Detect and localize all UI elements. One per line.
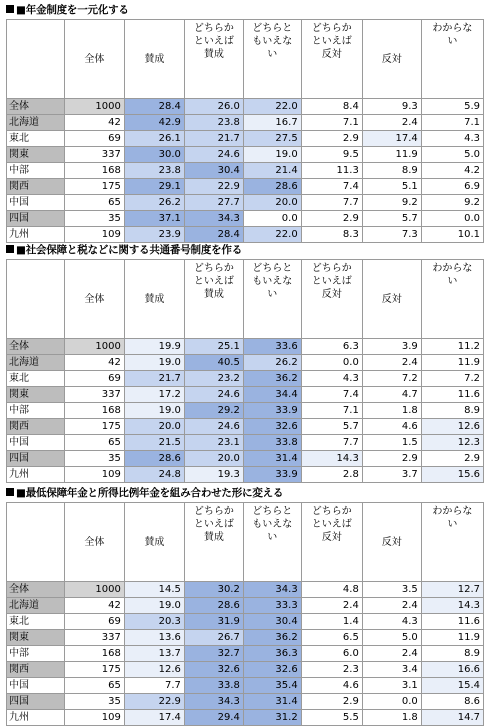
value-cell: 8.3 xyxy=(301,227,362,243)
value-cell: 17.4 xyxy=(362,131,421,147)
value-cell: 21.5 xyxy=(124,435,184,451)
region-label: 関東 xyxy=(7,147,65,163)
value-cell: 32.7 xyxy=(184,646,243,662)
column-header: わからな い xyxy=(421,503,483,582)
region-label: 中部 xyxy=(7,403,65,419)
value-cell: 19.0 xyxy=(124,403,184,419)
value-cell: 28.6 xyxy=(184,598,243,614)
region-label: 中国 xyxy=(7,195,65,211)
value-cell: 5.0 xyxy=(421,147,483,163)
value-cell: 27.5 xyxy=(243,131,301,147)
value-cell: 0.0 xyxy=(243,211,301,227)
value-cell: 40.5 xyxy=(184,355,243,371)
table-section-2 xyxy=(6,244,484,483)
region-label: 九州 xyxy=(7,710,65,726)
header-corner xyxy=(7,260,65,339)
value-cell: 8.9 xyxy=(421,646,483,662)
survey-table-2 xyxy=(6,259,484,483)
region-label: 北海道 xyxy=(7,355,65,371)
value-cell: 26.7 xyxy=(184,630,243,646)
value-cell: 7.4 xyxy=(301,387,362,403)
value-cell: 23.2 xyxy=(184,371,243,387)
value-cell: 8.9 xyxy=(421,403,483,419)
table-row xyxy=(7,710,484,726)
value-cell: 36.2 xyxy=(243,371,301,387)
table-section-1 xyxy=(6,4,484,243)
region-label: 九州 xyxy=(7,227,65,243)
value-cell: 37.1 xyxy=(124,211,184,227)
value-cell: 33.8 xyxy=(243,435,301,451)
value-cell: 3.1 xyxy=(362,678,421,694)
value-cell: 32.6 xyxy=(243,662,301,678)
column-header: どちらか といえば 反対 xyxy=(301,20,362,99)
region-label: 関西 xyxy=(7,179,65,195)
table-row xyxy=(7,387,484,403)
region-label: 四国 xyxy=(7,211,65,227)
column-header: 全体 xyxy=(64,503,124,582)
table-row xyxy=(7,179,484,195)
value-cell: 21.7 xyxy=(124,371,184,387)
value-cell: 13.6 xyxy=(124,630,184,646)
value-cell: 34.4 xyxy=(243,387,301,403)
column-header: 反対 xyxy=(362,503,421,582)
value-cell: 8.6 xyxy=(421,694,483,710)
value-cell: 4.6 xyxy=(301,678,362,694)
value-cell: 35.4 xyxy=(243,678,301,694)
value-cell: 20.0 xyxy=(124,419,184,435)
value-cell: 30.4 xyxy=(184,163,243,179)
header-corner xyxy=(7,20,65,99)
value-cell: 7.7 xyxy=(301,435,362,451)
header-row xyxy=(7,503,484,582)
value-cell: 29.4 xyxy=(184,710,243,726)
sample-size-cell: 168 xyxy=(64,403,124,419)
section-title: ■社会保障と税などに関する共通番号制度を作る xyxy=(6,244,484,257)
value-cell: 31.4 xyxy=(243,694,301,710)
value-cell: 24.6 xyxy=(184,387,243,403)
value-cell: 7.7 xyxy=(301,195,362,211)
region-label: 全体 xyxy=(7,339,65,355)
value-cell: 19.0 xyxy=(124,598,184,614)
table-row xyxy=(7,403,484,419)
column-header: どちらと もいえな い xyxy=(243,20,301,99)
value-cell: 19.9 xyxy=(124,339,184,355)
region-label: 関西 xyxy=(7,419,65,435)
sample-size-cell: 35 xyxy=(64,694,124,710)
value-cell: 8.4 xyxy=(301,99,362,115)
column-header: どちらか といえば 反対 xyxy=(301,503,362,582)
value-cell: 9.2 xyxy=(362,195,421,211)
value-cell: 33.9 xyxy=(243,467,301,483)
value-cell: 23.1 xyxy=(184,435,243,451)
value-cell: 2.4 xyxy=(362,115,421,131)
table-row xyxy=(7,163,484,179)
value-cell: 5.0 xyxy=(362,630,421,646)
sample-size-cell: 1000 xyxy=(64,582,124,598)
column-header: どちらと もいえな い xyxy=(243,503,301,582)
value-cell: 16.6 xyxy=(421,662,483,678)
table-row xyxy=(7,131,484,147)
value-cell: 1.8 xyxy=(362,710,421,726)
sample-size-cell: 69 xyxy=(64,371,124,387)
region-label: 関東 xyxy=(7,630,65,646)
value-cell: 20.3 xyxy=(124,614,184,630)
value-cell: 6.5 xyxy=(301,630,362,646)
value-cell: 6.3 xyxy=(301,339,362,355)
value-cell: 26.2 xyxy=(124,195,184,211)
region-label: 東北 xyxy=(7,131,65,147)
value-cell: 12.6 xyxy=(421,419,483,435)
value-cell: 27.7 xyxy=(184,195,243,211)
table-row xyxy=(7,339,484,355)
value-cell: 11.9 xyxy=(421,630,483,646)
column-header: 全体 xyxy=(64,20,124,99)
region-label: 中部 xyxy=(7,646,65,662)
value-cell: 26.0 xyxy=(184,99,243,115)
value-cell: 19.0 xyxy=(124,355,184,371)
value-cell: 36.2 xyxy=(243,630,301,646)
value-cell: 4.3 xyxy=(301,371,362,387)
value-cell: 29.1 xyxy=(124,179,184,195)
survey-table-3 xyxy=(6,502,484,726)
value-cell: 34.3 xyxy=(184,211,243,227)
value-cell: 28.4 xyxy=(184,227,243,243)
value-cell: 7.2 xyxy=(421,371,483,387)
value-cell: 2.8 xyxy=(301,467,362,483)
sample-size-cell: 109 xyxy=(64,467,124,483)
sample-size-cell: 175 xyxy=(64,419,124,435)
column-header: わからな い xyxy=(421,20,483,99)
value-cell: 42.9 xyxy=(124,115,184,131)
value-cell: 7.1 xyxy=(301,115,362,131)
table-row xyxy=(7,371,484,387)
value-cell: 0.0 xyxy=(301,355,362,371)
value-cell: 2.4 xyxy=(362,355,421,371)
value-cell: 14.7 xyxy=(421,710,483,726)
section-title: ■最低保障年金と所得比例年金を組み合わせた形に変える xyxy=(6,487,484,500)
column-header: どちらか といえば 反対 xyxy=(301,260,362,339)
value-cell: 32.6 xyxy=(184,662,243,678)
table-row xyxy=(7,115,484,131)
value-cell: 11.6 xyxy=(421,614,483,630)
region-label: 全体 xyxy=(7,582,65,598)
value-cell: 31.9 xyxy=(184,614,243,630)
sample-size-cell: 175 xyxy=(64,662,124,678)
region-label: 東北 xyxy=(7,371,65,387)
value-cell: 4.7 xyxy=(362,387,421,403)
sample-size-cell: 65 xyxy=(64,678,124,694)
table-row xyxy=(7,582,484,598)
table-row xyxy=(7,99,484,115)
table-row xyxy=(7,419,484,435)
region-label: 北海道 xyxy=(7,598,65,614)
value-cell: 9.5 xyxy=(301,147,362,163)
sample-size-cell: 337 xyxy=(64,630,124,646)
value-cell: 5.9 xyxy=(421,99,483,115)
value-cell: 36.3 xyxy=(243,646,301,662)
value-cell: 4.3 xyxy=(362,614,421,630)
sample-size-cell: 1000 xyxy=(64,339,124,355)
value-cell: 17.4 xyxy=(124,710,184,726)
column-header: 反対 xyxy=(362,20,421,99)
value-cell: 9.3 xyxy=(362,99,421,115)
value-cell: 21.4 xyxy=(243,163,301,179)
sample-size-cell: 168 xyxy=(64,646,124,662)
value-cell: 2.3 xyxy=(301,662,362,678)
region-label: 全体 xyxy=(7,99,65,115)
value-cell: 30.2 xyxy=(184,582,243,598)
table-row xyxy=(7,211,484,227)
value-cell: 10.1 xyxy=(421,227,483,243)
table-row xyxy=(7,451,484,467)
value-cell: 29.2 xyxy=(184,403,243,419)
value-cell: 16.7 xyxy=(243,115,301,131)
value-cell: 26.1 xyxy=(124,131,184,147)
value-cell: 24.8 xyxy=(124,467,184,483)
section-title: ■年金制度を一元化する xyxy=(6,4,484,17)
value-cell: 1.8 xyxy=(362,403,421,419)
value-cell: 19.3 xyxy=(184,467,243,483)
value-cell: 31.2 xyxy=(243,710,301,726)
sample-size-cell: 175 xyxy=(64,179,124,195)
value-cell: 11.6 xyxy=(421,387,483,403)
value-cell: 22.0 xyxy=(243,99,301,115)
region-label: 中国 xyxy=(7,678,65,694)
value-cell: 33.3 xyxy=(243,598,301,614)
value-cell: 11.9 xyxy=(362,147,421,163)
table-row xyxy=(7,630,484,646)
value-cell: 7.4 xyxy=(301,179,362,195)
column-header: 賛成 xyxy=(124,20,184,99)
value-cell: 3.5 xyxy=(362,582,421,598)
value-cell: 22.9 xyxy=(184,179,243,195)
table-row xyxy=(7,598,484,614)
value-cell: 2.4 xyxy=(362,646,421,662)
region-label: 関東 xyxy=(7,387,65,403)
value-cell: 2.9 xyxy=(301,211,362,227)
value-cell: 21.7 xyxy=(184,131,243,147)
value-cell: 24.6 xyxy=(184,419,243,435)
value-cell: 4.3 xyxy=(421,131,483,147)
value-cell: 0.0 xyxy=(421,211,483,227)
value-cell: 5.1 xyxy=(362,179,421,195)
value-cell: 17.2 xyxy=(124,387,184,403)
value-cell: 11.9 xyxy=(421,355,483,371)
header-row xyxy=(7,260,484,339)
value-cell: 26.2 xyxy=(243,355,301,371)
sample-size-cell: 109 xyxy=(64,227,124,243)
value-cell: 14.3 xyxy=(301,451,362,467)
region-label: 四国 xyxy=(7,451,65,467)
value-cell: 13.7 xyxy=(124,646,184,662)
sample-size-cell: 65 xyxy=(64,195,124,211)
value-cell: 30.4 xyxy=(243,614,301,630)
value-cell: 33.8 xyxy=(184,678,243,694)
header-row xyxy=(7,20,484,99)
table-row xyxy=(7,195,484,211)
value-cell: 32.6 xyxy=(243,419,301,435)
value-cell: 15.4 xyxy=(421,678,483,694)
value-cell: 34.3 xyxy=(243,582,301,598)
value-cell: 23.8 xyxy=(124,163,184,179)
column-header: どちらか といえば 賛成 xyxy=(184,260,243,339)
sample-size-cell: 69 xyxy=(64,614,124,630)
value-cell: 3.7 xyxy=(362,467,421,483)
column-header: 反対 xyxy=(362,260,421,339)
region-label: 九州 xyxy=(7,467,65,483)
region-label: 東北 xyxy=(7,614,65,630)
value-cell: 19.0 xyxy=(243,147,301,163)
table-row xyxy=(7,435,484,451)
value-cell: 12.6 xyxy=(124,662,184,678)
value-cell: 28.6 xyxy=(124,451,184,467)
value-cell: 28.4 xyxy=(124,99,184,115)
value-cell: 34.3 xyxy=(184,694,243,710)
value-cell: 2.4 xyxy=(362,598,421,614)
value-cell: 9.2 xyxy=(421,195,483,211)
column-header: わからな い xyxy=(421,260,483,339)
value-cell: 23.8 xyxy=(184,115,243,131)
sample-size-cell: 65 xyxy=(64,435,124,451)
table-section-3 xyxy=(6,487,484,726)
column-header: どちらか といえば 賛成 xyxy=(184,503,243,582)
sample-size-cell: 42 xyxy=(64,115,124,131)
value-cell: 33.6 xyxy=(243,339,301,355)
value-cell: 33.9 xyxy=(243,403,301,419)
table-row xyxy=(7,678,484,694)
value-cell: 2.9 xyxy=(421,451,483,467)
value-cell: 4.6 xyxy=(362,419,421,435)
value-cell: 11.2 xyxy=(421,339,483,355)
value-cell: 1.5 xyxy=(362,435,421,451)
value-cell: 14.5 xyxy=(124,582,184,598)
sample-size-cell: 42 xyxy=(64,355,124,371)
table-row xyxy=(7,147,484,163)
value-cell: 3.4 xyxy=(362,662,421,678)
value-cell: 25.1 xyxy=(184,339,243,355)
region-label: 北海道 xyxy=(7,115,65,131)
value-cell: 7.1 xyxy=(421,115,483,131)
value-cell: 2.4 xyxy=(301,598,362,614)
column-header: 全体 xyxy=(64,260,124,339)
value-cell: 14.3 xyxy=(421,598,483,614)
region-label: 関西 xyxy=(7,662,65,678)
header-corner xyxy=(7,503,65,582)
table-row xyxy=(7,467,484,483)
sample-size-cell: 109 xyxy=(64,710,124,726)
value-cell: 22.0 xyxy=(243,227,301,243)
value-cell: 2.9 xyxy=(362,451,421,467)
value-cell: 30.0 xyxy=(124,147,184,163)
sample-size-cell: 168 xyxy=(64,163,124,179)
value-cell: 6.0 xyxy=(301,646,362,662)
value-cell: 1.4 xyxy=(301,614,362,630)
value-cell: 24.6 xyxy=(184,147,243,163)
table-row xyxy=(7,694,484,710)
survey-table-1 xyxy=(6,19,484,243)
value-cell: 7.1 xyxy=(301,403,362,419)
value-cell: 8.9 xyxy=(362,163,421,179)
region-label: 四国 xyxy=(7,694,65,710)
sample-size-cell: 337 xyxy=(64,147,124,163)
value-cell: 12.7 xyxy=(421,582,483,598)
table-row xyxy=(7,662,484,678)
value-cell: 3.9 xyxy=(362,339,421,355)
value-cell: 12.3 xyxy=(421,435,483,451)
region-label: 中国 xyxy=(7,435,65,451)
table-row xyxy=(7,646,484,662)
table-row xyxy=(7,614,484,630)
column-header: 賛成 xyxy=(124,503,184,582)
value-cell: 6.9 xyxy=(421,179,483,195)
sample-size-cell: 69 xyxy=(64,131,124,147)
column-header: どちらか といえば 賛成 xyxy=(184,20,243,99)
value-cell: 28.6 xyxy=(243,179,301,195)
region-label: 中部 xyxy=(7,163,65,179)
value-cell: 2.9 xyxy=(301,131,362,147)
sample-size-cell: 35 xyxy=(64,451,124,467)
value-cell: 7.7 xyxy=(124,678,184,694)
column-header: 賛成 xyxy=(124,260,184,339)
sample-size-cell: 1000 xyxy=(64,99,124,115)
value-cell: 20.0 xyxy=(184,451,243,467)
value-cell: 22.9 xyxy=(124,694,184,710)
sample-size-cell: 337 xyxy=(64,387,124,403)
value-cell: 15.6 xyxy=(421,467,483,483)
table-row xyxy=(7,355,484,371)
column-header: どちらと もいえな い xyxy=(243,260,301,339)
value-cell: 4.8 xyxy=(301,582,362,598)
table-row xyxy=(7,227,484,243)
value-cell: 7.2 xyxy=(362,371,421,387)
value-cell: 11.3 xyxy=(301,163,362,179)
value-cell: 5.7 xyxy=(362,211,421,227)
value-cell: 5.5 xyxy=(301,710,362,726)
value-cell: 5.7 xyxy=(301,419,362,435)
value-cell: 31.4 xyxy=(243,451,301,467)
value-cell: 20.0 xyxy=(243,195,301,211)
value-cell: 0.0 xyxy=(362,694,421,710)
sample-size-cell: 35 xyxy=(64,211,124,227)
value-cell: 4.2 xyxy=(421,163,483,179)
value-cell: 7.3 xyxy=(362,227,421,243)
value-cell: 23.9 xyxy=(124,227,184,243)
value-cell: 2.9 xyxy=(301,694,362,710)
sample-size-cell: 42 xyxy=(64,598,124,614)
